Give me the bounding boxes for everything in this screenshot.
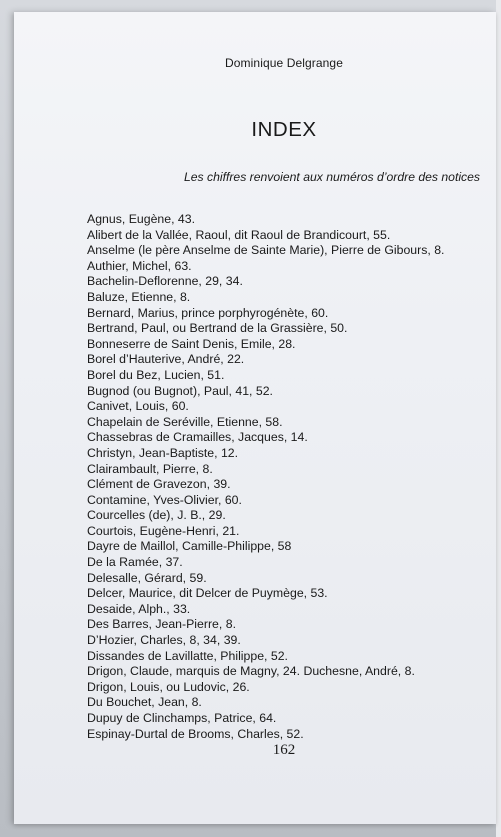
index-entry: Alibert de la Vallée, Raoul, dit Raoul de Brandicourt, 55. (87, 227, 391, 242)
index-entry: Baluze, Etienne, 8. (87, 289, 191, 304)
index-entry: Drigon, Louis, ou Ludovic, 26. (87, 679, 250, 694)
index-entry: Chapelain de Seréville, Etienne, 58. (87, 414, 283, 429)
index-entry: Bachelin-Deflorenne, 29, 34. (87, 274, 243, 289)
index-entry: Clairambault, Pierre, 8. (87, 461, 213, 476)
running-header-author: Dominique Delgrange (225, 56, 343, 70)
index-entry: Christyn, Jean-Baptiste, 12. (87, 445, 239, 460)
index-entry: Canivet, Louis, 60. (87, 399, 189, 414)
index-entry: Agnus, Eugène, 43. (87, 212, 196, 226)
index-entry: Chassebras de Cramailles, Jacques, 14. (87, 430, 308, 445)
index-entry: Du Bouchet, Jean, 8. (87, 695, 202, 710)
page-edge (496, 0, 501, 837)
book-page (14, 12, 496, 824)
index-entry: Dissandes de Lavillatte, Philippe, 52. (87, 648, 288, 663)
index-entry: Bonneserre de Saint Denis, Emile, 28. (87, 336, 296, 351)
index-title: INDEX (251, 118, 317, 141)
index-entry: Bernard, Marius, prince porphyrogénète, 60. (87, 305, 329, 320)
index-subtitle: Les chiffres renvoient aux numéros d’ordre des notices (183, 170, 481, 184)
index-entry: Clément de Gravezon, 39. (87, 477, 231, 492)
index-entry: Des Barres, Jean-Pierre, 8. (87, 617, 236, 632)
index-entry-list (87, 212, 444, 742)
index-entry: Contamine, Yves-Olivier, 60. (87, 492, 242, 507)
page-number: 162 (272, 742, 296, 758)
index-entry: Authier, Michel, 63. (87, 258, 192, 273)
index-entry: Dupuy de Clinchamps, Patrice, 64. (87, 711, 277, 725)
index-entry: Courtois, Eugène-Henri, 21. (87, 523, 240, 538)
index-entry: Dayre de Maillol, Camille-Philippe, 58 (87, 539, 292, 554)
index-entry: Courcelles (de), J. B., 29. (87, 508, 226, 523)
index-entry: Drigon, Claude, marquis de Magny, 24. Duchesne, André, 8. (87, 664, 415, 679)
index-entry: Delcer, Maurice, dit Delcer de Puymège, 53. (87, 586, 328, 601)
index-entry: Borel du Bez, Lucien, 51. (87, 367, 225, 382)
index-entry: Anselme (le père Anselme de Sainte Marie), Pierre de Gibours, 8. (87, 243, 445, 258)
index-entry: Espinay-Durtal de Brooms, Charles, 52. (87, 726, 304, 741)
index-entry: Bertrand, Paul, ou Bertrand de la Grassière, 50. (87, 321, 348, 336)
index-entry: D’Hozier, Charles, 8, 34, 39. (87, 633, 241, 648)
index-entry: Desaide, Alph., 33. (87, 601, 191, 616)
index-entry: De la Ramée, 37. (87, 555, 183, 570)
index-entry: Delesalle, Gérard, 59. (87, 570, 207, 585)
index-entry: Bugnod (ou Bugnot), Paul, 41, 52. (87, 383, 273, 398)
index-entry: Borel d’Hauterive, André, 22. (87, 352, 245, 367)
